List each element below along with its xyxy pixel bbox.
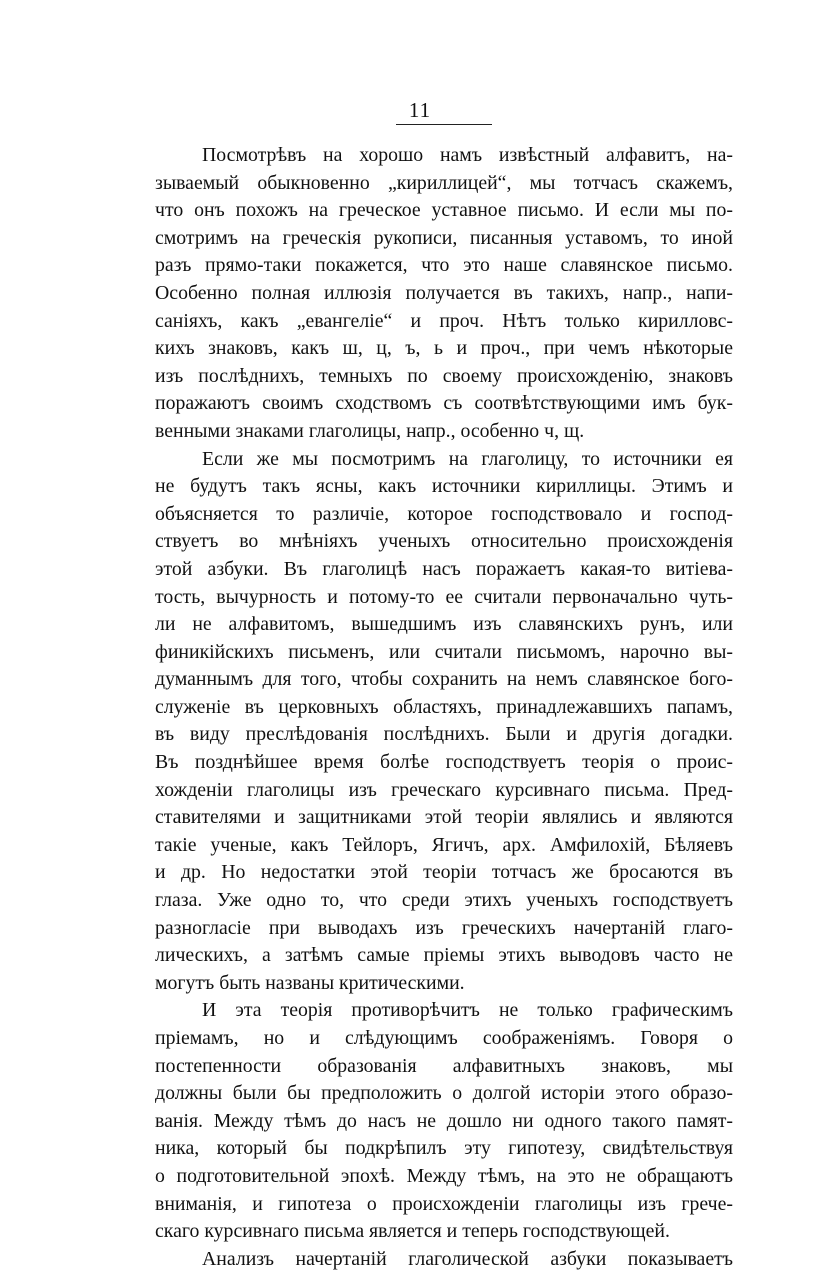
text-line: ствуетъ во мнѣніяхъ ученыхъ относительно происхожденія xyxy=(155,530,733,553)
text-line: разъ прямо-таки покажется, что это наше славянское письмо. xyxy=(155,254,733,277)
text-line: тость, вычурность и потому-то ее считали первоначально чуть- xyxy=(155,585,733,608)
text-line: Посмотрѣвъ на хорошо намъ извѣстный алфавитъ, на- xyxy=(202,144,733,166)
text-line: не будутъ такъ ясны, какъ источники кириллицы. Этимъ и xyxy=(155,475,733,498)
text-line: хожденіи глаголицы изъ греческаго курсивнаго письма. Пред- xyxy=(155,778,733,801)
page-number: 11 xyxy=(408,98,432,122)
text-line: венными знаками глаголицы, напр., особенно ч, щ. xyxy=(155,419,585,442)
text-line: кихъ знаковъ, какъ ш, ц, ъ, ь и проч., при чемъ нѣкоторые xyxy=(155,337,733,360)
text-line: должны были бы предположить о долгой исторіи этого образо- xyxy=(155,1082,733,1105)
text-line: этой азбуки. Въ глаголицѣ насъ поражаетъ какая-то витіева- xyxy=(155,557,733,580)
text-line: зываемый обыкновенно „кириллицей“, мы тотчасъ скажемъ, xyxy=(155,171,733,194)
text-line: думаннымъ для того, чтобы сохранить на немъ славянское бого- xyxy=(155,668,733,691)
paragraph xyxy=(155,446,733,998)
text-line: скаго курсивнаго письма является и теперь господствующей. xyxy=(155,1220,670,1243)
text-line: И эта теорія противорѣчитъ не только графическимъ xyxy=(202,999,733,1022)
paragraph xyxy=(155,142,733,446)
text-line: Въ позднѣйшее время болѣе господствуетъ теорія о проис- xyxy=(155,751,733,774)
text-line: изъ послѣднихъ, темныхъ по своему происхожденію, знаковъ xyxy=(155,364,733,387)
text-line: ли не алфавитомъ, вышедшимъ изъ славянскихъ рунъ, или xyxy=(155,613,733,636)
text-line: Анализъ начертаній глаголической азбуки показываетъ xyxy=(202,1247,733,1270)
paragraph xyxy=(155,1246,733,1273)
text-line: Если же мы посмотримъ на глаголицу, то источники ея xyxy=(202,447,733,470)
text-line: ника, который бы подкрѣпилъ эту гипотезу, свидѣтельствуя xyxy=(155,1137,733,1160)
text-line: смотримъ на греческія рукописи, писанныя уставомъ, то иной xyxy=(155,226,733,249)
paragraph xyxy=(155,997,733,1245)
text-line: финикійскихъ письменъ, или считали письмомъ, нарочно вы- xyxy=(155,640,733,663)
text-line: такіе ученые, какъ Тейлоръ, Ягичъ, арх. Амфилохій, Бѣляевъ xyxy=(155,833,733,856)
text-line: вниманія, и гипотеза о происхожденіи глаголицы изъ грече- xyxy=(155,1192,733,1215)
text-line: саніяхъ, какъ „евангеліе“ и проч. Нѣтъ только кирилловс- xyxy=(155,309,733,332)
text-line: ванія. Между тѣмъ до насъ не дошло ни одного такого памят- xyxy=(155,1109,733,1132)
text-line: Особенно полная иллюзія получается въ такихъ, напр., напи- xyxy=(155,281,733,304)
text-line: что онъ похожъ на греческое уставное письмо. И если мы по- xyxy=(155,199,733,222)
text-line: ставителями и защитниками этой теоріи являлись и являются xyxy=(155,806,733,829)
text-line: лическихъ, а затѣмъ самые пріемы этихъ выводовъ часто не xyxy=(155,944,733,967)
text-line: разногласіе при выводахъ изъ греческихъ начертаній глаго- xyxy=(155,916,733,939)
text-block xyxy=(155,142,733,1273)
text-line: постепенности образованія алфавитныхъ знаковъ, мы xyxy=(155,1054,733,1077)
text-line: пріемамъ, но и слѣдующимъ соображеніямъ. Говоря о xyxy=(155,1027,733,1049)
text-line: о подготовительной эпохѣ. Между тѣмъ, на это не обращаютъ xyxy=(155,1164,733,1187)
page-number-rule xyxy=(396,124,492,125)
text-line: и др. Но недостатки этой теоріи тотчасъ же бросаются въ xyxy=(155,861,733,884)
text-line: глаза. Уже одно то, что среди этихъ ученыхъ господствуетъ xyxy=(155,889,733,912)
text-line: могутъ быть названы критическими. xyxy=(155,971,465,994)
text-line: поражаютъ своимъ сходствомъ съ соотвѣтствующими имъ бук- xyxy=(155,392,733,415)
text-line: въ виду преслѣдованія послѣднихъ. Были и другія догадки. xyxy=(155,723,733,746)
text-line: объясняется то различіе, которое господствовало и господ- xyxy=(155,502,733,525)
text-line: служеніе въ церковныхъ областяхъ, принадлежавшихъ папамъ, xyxy=(155,695,733,718)
